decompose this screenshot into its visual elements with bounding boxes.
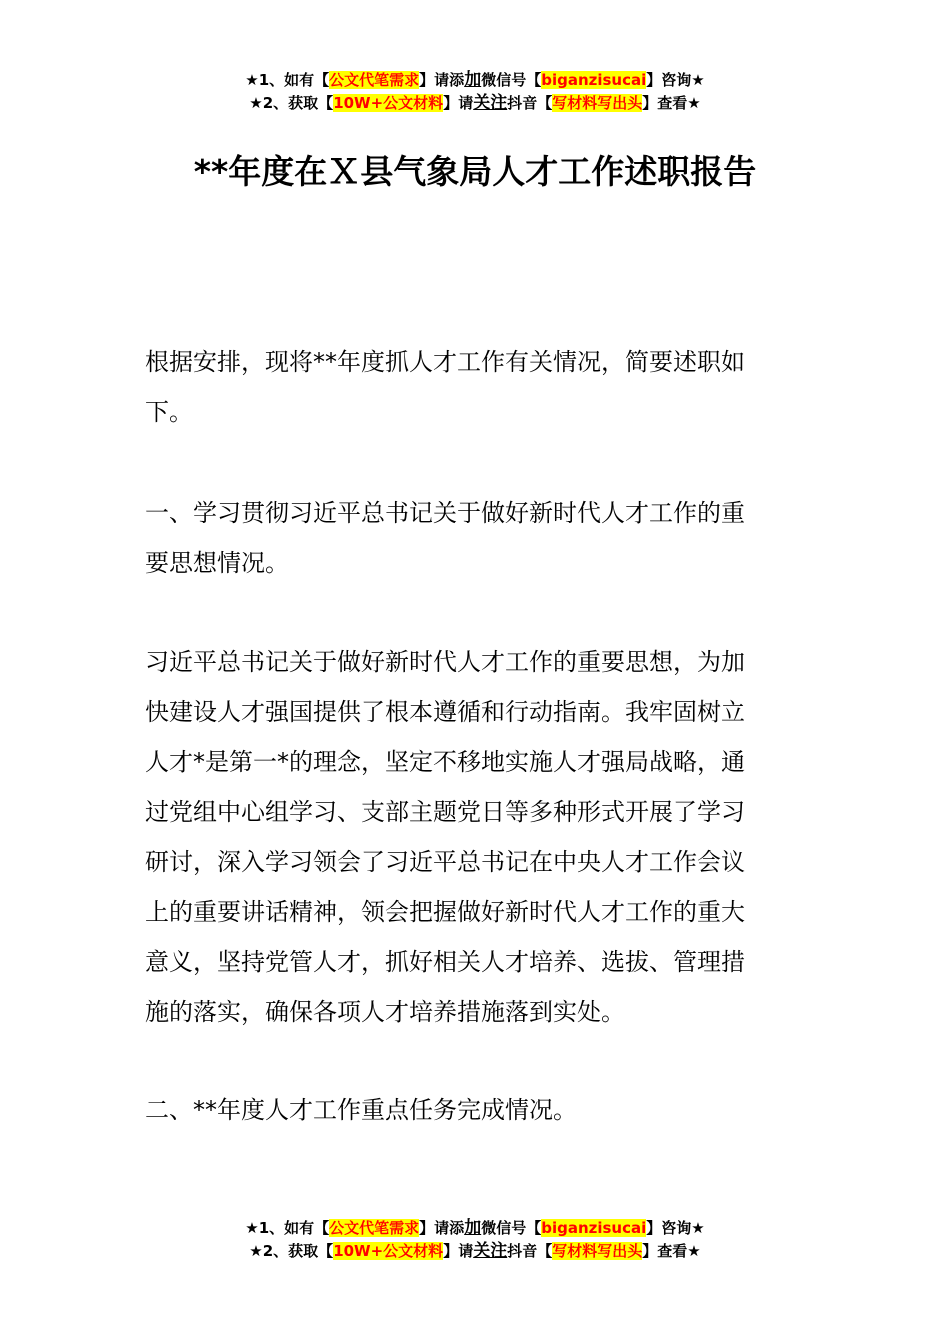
section-heading-1 [145, 488, 807, 588]
banner-highlight: 公文代笔需求 [329, 1219, 420, 1237]
paragraph-intro [145, 337, 807, 437]
footer-banner [0, 1217, 950, 1263]
paragraph-line: 要思想情况。 [145, 549, 289, 577]
banner-line-2 [0, 92, 950, 115]
banner-text: 抖音【 [507, 1242, 553, 1260]
banner-line-1 [0, 1217, 950, 1240]
banner-text: ★1、如有【 [245, 71, 330, 89]
banner-text: 微信号【 [481, 1219, 542, 1237]
paragraph-line: 一、学习贯彻习近平总书记关于做好新时代人才工作的重 [145, 499, 745, 527]
document-title: **年度在Ｘ县气象局人才工作述职报告 [193, 152, 757, 191]
banner-text: ★2、获取【 [249, 94, 334, 112]
paragraph-line: 意义，坚持党管人才，抓好相关人才培养、选拔、管理措 [145, 948, 745, 976]
paragraph-line: 习近平总书记关于做好新时代人才工作的重要思想，为加 [145, 648, 745, 676]
banner-underline: 加 [464, 1218, 482, 1238]
banner-text: 】咨询★ [646, 1219, 705, 1237]
paragraph-line: 二、**年度人才工作重点任务完成情况。 [145, 1096, 577, 1124]
banner-text: ★2、获取【 [249, 1242, 334, 1260]
paragraph-line: 下。 [145, 398, 193, 426]
banner-text: 】咨询★ [646, 71, 705, 89]
banner-highlight: 写材料写出头 [552, 94, 643, 112]
paragraph-body [145, 637, 807, 1037]
paragraph-line: 上的重要讲话精神，领会把握做好新时代人才工作的重大 [145, 898, 745, 926]
banner-highlight: biganzisucai [541, 71, 647, 89]
banner-highlight: 10W+公文材料 [333, 1242, 444, 1260]
banner-highlight: 写材料写出头 [552, 1242, 643, 1260]
banner-highlight: 10W+公文材料 [333, 94, 444, 112]
paragraph-line: 研讨，深入学习领会了习近平总书记在中央人才工作会议 [145, 848, 745, 876]
paragraph-line: 人才*是第一*的理念，坚定不移地实施人才强局战略，通 [145, 748, 745, 776]
paragraph-line: 根据安排，现将**年度抓人才工作有关情况，简要述职如 [145, 348, 745, 376]
section-heading-2 [145, 1085, 807, 1135]
banner-text: 】请添 [419, 71, 465, 89]
banner-line-2 [0, 1240, 950, 1263]
banner-text: 】请添 [419, 1219, 465, 1237]
banner-highlight: 公文代笔需求 [329, 71, 420, 89]
banner-underline: 关注 [473, 1241, 508, 1261]
header-banner [0, 69, 950, 115]
banner-highlight: biganzisucai [541, 1219, 647, 1237]
banner-text: ★1、如有【 [245, 1219, 330, 1237]
banner-text: 】请 [443, 1242, 474, 1260]
banner-text: 】请 [443, 94, 474, 112]
paragraph-line: 施的落实，确保各项人才培养措施落到实处。 [145, 998, 625, 1026]
banner-text: 抖音【 [507, 94, 553, 112]
paragraph-line: 过党组中心组学习、支部主题党日等多种形式开展了学习 [145, 798, 745, 826]
paragraph-line: 快建设人才强国提供了根本遵循和行动指南。我牢固树立 [145, 698, 745, 726]
banner-underline: 关注 [473, 93, 508, 113]
banner-text: 】查看★ [642, 94, 701, 112]
banner-line-1 [0, 69, 950, 92]
banner-text: 】查看★ [642, 1242, 701, 1260]
banner-underline: 加 [464, 70, 482, 90]
banner-text: 微信号【 [481, 71, 542, 89]
